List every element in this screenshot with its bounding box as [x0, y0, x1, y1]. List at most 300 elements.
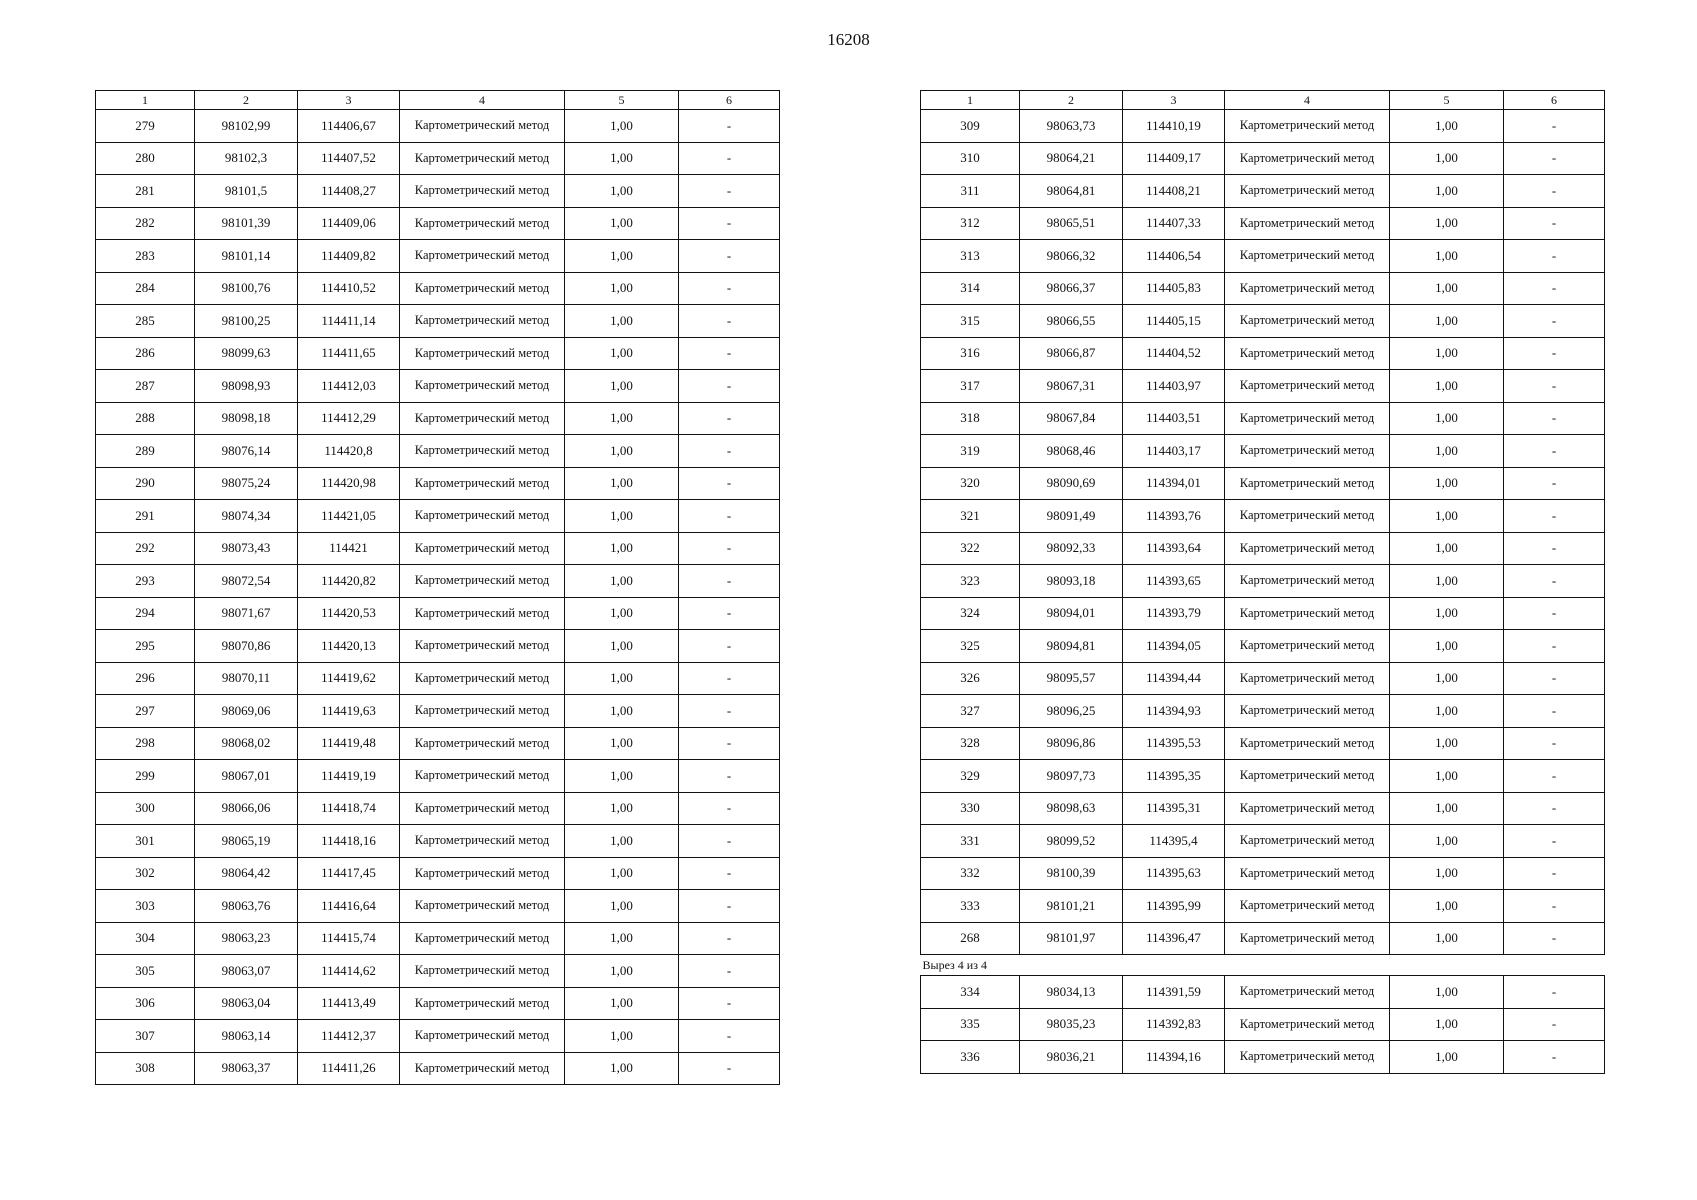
column-header: 5	[565, 91, 679, 110]
accuracy-cell: 1,00	[1390, 565, 1504, 598]
description-cell: -	[679, 1020, 780, 1053]
accuracy-cell: 1,00	[565, 695, 679, 728]
point-number-cell: 332	[921, 857, 1020, 890]
accuracy-cell: 1,00	[565, 142, 679, 175]
description-cell: -	[1504, 890, 1605, 923]
y-coordinate-cell: 114394,44	[1123, 662, 1225, 695]
point-number-cell: 320	[921, 467, 1020, 500]
table-row	[921, 500, 1605, 533]
description-cell: -	[679, 532, 780, 565]
accuracy-cell: 1,00	[1390, 825, 1504, 858]
left-table-header	[96, 91, 780, 110]
point-number-cell: 323	[921, 565, 1020, 598]
accuracy-cell: 1,00	[1390, 630, 1504, 663]
y-coordinate-cell: 114407,33	[1123, 207, 1225, 240]
table-row	[921, 1041, 1605, 1074]
y-coordinate-cell: 114393,64	[1123, 532, 1225, 565]
table-row	[96, 305, 780, 338]
x-coordinate-cell: 98070,11	[195, 662, 298, 695]
x-coordinate-cell: 98063,14	[195, 1020, 298, 1053]
point-number-cell: 293	[96, 565, 195, 598]
accuracy-cell: 1,00	[565, 565, 679, 598]
table-row	[921, 727, 1605, 760]
x-coordinate-cell: 98076,14	[195, 435, 298, 468]
table-row	[921, 337, 1605, 370]
description-cell: -	[679, 500, 780, 533]
table-row	[921, 370, 1605, 403]
table-row	[96, 760, 780, 793]
point-number-cell: 316	[921, 337, 1020, 370]
y-coordinate-cell: 114419,63	[298, 695, 400, 728]
accuracy-cell: 1,00	[1390, 337, 1504, 370]
point-number-cell: 290	[96, 467, 195, 500]
description-cell: -	[679, 987, 780, 1020]
y-coordinate-cell: 114395,99	[1123, 890, 1225, 923]
column-header: 1	[96, 91, 195, 110]
accuracy-cell: 1,00	[565, 727, 679, 760]
x-coordinate-cell: 98066,06	[195, 792, 298, 825]
x-coordinate-cell: 98096,25	[1020, 695, 1123, 728]
accuracy-cell: 1,00	[1390, 597, 1504, 630]
accuracy-cell: 1,00	[1390, 110, 1504, 143]
column-header: 2	[1020, 91, 1123, 110]
accuracy-cell: 1,00	[565, 922, 679, 955]
accuracy-cell: 1,00	[1390, 1041, 1504, 1074]
accuracy-cell: 1,00	[1390, 207, 1504, 240]
y-coordinate-cell: 114411,14	[298, 305, 400, 338]
description-cell: -	[1504, 500, 1605, 533]
point-number-cell: 322	[921, 532, 1020, 565]
accuracy-cell: 1,00	[1390, 305, 1504, 338]
method-cell: Картометрический метод	[1225, 467, 1390, 500]
table-row	[96, 792, 780, 825]
y-coordinate-cell: 114395,4	[1123, 825, 1225, 858]
x-coordinate-cell: 98068,02	[195, 727, 298, 760]
description-cell: -	[1504, 662, 1605, 695]
y-coordinate-cell: 114411,65	[298, 337, 400, 370]
description-cell: -	[679, 305, 780, 338]
table-row	[921, 662, 1605, 695]
table-row	[921, 435, 1605, 468]
point-number-cell: 331	[921, 825, 1020, 858]
y-coordinate-cell: 114412,29	[298, 402, 400, 435]
description-cell: -	[679, 857, 780, 890]
x-coordinate-cell: 98101,14	[195, 240, 298, 273]
y-coordinate-cell: 114417,45	[298, 857, 400, 890]
accuracy-cell: 1,00	[565, 890, 679, 923]
x-coordinate-cell: 98097,73	[1020, 760, 1123, 793]
description-cell: -	[1504, 467, 1605, 500]
y-coordinate-cell: 114395,31	[1123, 792, 1225, 825]
point-number-cell: 310	[921, 142, 1020, 175]
table-row	[921, 695, 1605, 728]
x-coordinate-cell: 98100,25	[195, 305, 298, 338]
description-cell: -	[1504, 110, 1605, 143]
y-coordinate-cell: 114395,53	[1123, 727, 1225, 760]
method-cell: Картометрический метод	[1225, 857, 1390, 890]
y-coordinate-cell: 114406,54	[1123, 240, 1225, 273]
method-cell: Картометрический метод	[400, 142, 565, 175]
point-number-cell: 325	[921, 630, 1020, 663]
x-coordinate-cell: 98072,54	[195, 565, 298, 598]
method-cell: Картометрический метод	[400, 175, 565, 208]
table-row	[96, 175, 780, 208]
column-header: 6	[679, 91, 780, 110]
point-number-cell: 335	[921, 1008, 1020, 1041]
y-coordinate-cell: 114420,98	[298, 467, 400, 500]
table-row	[96, 402, 780, 435]
table-row	[921, 467, 1605, 500]
x-coordinate-cell: 98063,23	[195, 922, 298, 955]
x-coordinate-cell: 98066,55	[1020, 305, 1123, 338]
point-number-cell: 307	[96, 1020, 195, 1053]
table-row	[96, 532, 780, 565]
table-row	[96, 857, 780, 890]
point-number-cell: 333	[921, 890, 1020, 923]
point-number-cell: 306	[96, 987, 195, 1020]
right-table-body	[921, 110, 1605, 1074]
x-coordinate-cell: 98093,18	[1020, 565, 1123, 598]
table-row	[921, 890, 1605, 923]
x-coordinate-cell: 98064,21	[1020, 142, 1123, 175]
header-row	[96, 91, 780, 110]
accuracy-cell: 1,00	[1390, 792, 1504, 825]
x-coordinate-cell: 98075,24	[195, 467, 298, 500]
accuracy-cell: 1,00	[1390, 662, 1504, 695]
y-coordinate-cell: 114409,82	[298, 240, 400, 273]
point-number-cell: 308	[96, 1052, 195, 1085]
x-coordinate-cell: 98102,99	[195, 110, 298, 143]
description-cell: -	[679, 435, 780, 468]
table-row	[921, 207, 1605, 240]
accuracy-cell: 1,00	[565, 175, 679, 208]
description-cell: -	[679, 272, 780, 305]
description-cell: -	[679, 760, 780, 793]
table-row	[921, 272, 1605, 305]
point-number-cell: 327	[921, 695, 1020, 728]
method-cell: Картометрический метод	[1225, 890, 1390, 923]
description-cell: -	[1504, 435, 1605, 468]
y-coordinate-cell: 114405,83	[1123, 272, 1225, 305]
table-row	[96, 662, 780, 695]
method-cell: Картометрический метод	[400, 240, 565, 273]
point-number-cell: 287	[96, 370, 195, 403]
description-cell: -	[1504, 857, 1605, 890]
x-coordinate-cell: 98063,04	[195, 987, 298, 1020]
method-cell: Картометрический метод	[400, 370, 565, 403]
accuracy-cell: 1,00	[565, 987, 679, 1020]
header-row	[921, 91, 1605, 110]
method-cell: Картометрический метод	[400, 110, 565, 143]
method-cell: Картометрический метод	[400, 305, 565, 338]
point-number-cell: 294	[96, 597, 195, 630]
method-cell: Картометрический метод	[1225, 240, 1390, 273]
table-row	[96, 987, 780, 1020]
accuracy-cell: 1,00	[1390, 922, 1504, 955]
table-row	[921, 825, 1605, 858]
table-row	[96, 825, 780, 858]
table-row	[921, 597, 1605, 630]
description-cell: -	[1504, 175, 1605, 208]
accuracy-cell: 1,00	[565, 1052, 679, 1085]
accuracy-cell: 1,00	[565, 240, 679, 273]
point-number-cell: 329	[921, 760, 1020, 793]
table-row	[921, 142, 1605, 175]
description-cell: -	[679, 792, 780, 825]
x-coordinate-cell: 98064,81	[1020, 175, 1123, 208]
method-cell: Картометрический метод	[1225, 565, 1390, 598]
method-cell: Картометрический метод	[1225, 1041, 1390, 1074]
point-number-cell: 328	[921, 727, 1020, 760]
y-coordinate-cell: 114410,19	[1123, 110, 1225, 143]
table-row	[96, 435, 780, 468]
table-row	[96, 565, 780, 598]
accuracy-cell: 1,00	[565, 792, 679, 825]
y-coordinate-cell: 114421,05	[298, 500, 400, 533]
description-cell: -	[679, 110, 780, 143]
description-cell: -	[1504, 240, 1605, 273]
point-number-cell: 281	[96, 175, 195, 208]
table-row	[921, 760, 1605, 793]
x-coordinate-cell: 98100,39	[1020, 857, 1123, 890]
method-cell: Картометрический метод	[1225, 110, 1390, 143]
y-coordinate-cell: 114418,74	[298, 792, 400, 825]
column-header: 6	[1504, 91, 1605, 110]
column-header: 4	[400, 91, 565, 110]
accuracy-cell: 1,00	[565, 1020, 679, 1053]
point-number-cell: 304	[96, 922, 195, 955]
table-row	[96, 955, 780, 988]
description-cell: -	[679, 175, 780, 208]
x-coordinate-cell: 98034,13	[1020, 976, 1123, 1009]
x-coordinate-cell: 98070,86	[195, 630, 298, 663]
table-row	[921, 630, 1605, 663]
y-coordinate-cell: 114391,59	[1123, 976, 1225, 1009]
accuracy-cell: 1,00	[1390, 695, 1504, 728]
description-cell: -	[1504, 565, 1605, 598]
y-coordinate-cell: 114416,64	[298, 890, 400, 923]
x-coordinate-cell: 98094,01	[1020, 597, 1123, 630]
point-number-cell: 292	[96, 532, 195, 565]
method-cell: Картометрический метод	[1225, 402, 1390, 435]
method-cell: Картометрический метод	[1225, 695, 1390, 728]
accuracy-cell: 1,00	[1390, 402, 1504, 435]
accuracy-cell: 1,00	[1390, 142, 1504, 175]
point-number-cell: 282	[96, 207, 195, 240]
y-coordinate-cell: 114414,62	[298, 955, 400, 988]
y-coordinate-cell: 114419,48	[298, 727, 400, 760]
method-cell: Картометрический метод	[1225, 175, 1390, 208]
method-cell: Картометрический метод	[1225, 272, 1390, 305]
y-coordinate-cell: 114408,27	[298, 175, 400, 208]
column-header: 3	[298, 91, 400, 110]
table-row	[96, 695, 780, 728]
y-coordinate-cell: 114394,01	[1123, 467, 1225, 500]
x-coordinate-cell: 98073,43	[195, 532, 298, 565]
description-cell: -	[1504, 207, 1605, 240]
accuracy-cell: 1,00	[565, 305, 679, 338]
method-cell: Картометрический метод	[400, 922, 565, 955]
method-cell: Картометрический метод	[1225, 922, 1390, 955]
accuracy-cell: 1,00	[565, 630, 679, 663]
y-coordinate-cell: 114405,15	[1123, 305, 1225, 338]
y-coordinate-cell: 114419,19	[298, 760, 400, 793]
method-cell: Картометрический метод	[1225, 792, 1390, 825]
y-coordinate-cell: 114394,05	[1123, 630, 1225, 663]
y-coordinate-cell: 114421	[298, 532, 400, 565]
section-row	[921, 955, 1605, 976]
method-cell: Картометрический метод	[400, 1020, 565, 1053]
point-number-cell: 314	[921, 272, 1020, 305]
description-cell: -	[679, 955, 780, 988]
x-coordinate-cell: 98095,57	[1020, 662, 1123, 695]
left-coordinates-table	[95, 90, 780, 1085]
method-cell: Картометрический метод	[1225, 630, 1390, 663]
method-cell: Картометрический метод	[400, 987, 565, 1020]
accuracy-cell: 1,00	[565, 370, 679, 403]
accuracy-cell: 1,00	[1390, 467, 1504, 500]
accuracy-cell: 1,00	[565, 207, 679, 240]
x-coordinate-cell: 98063,07	[195, 955, 298, 988]
description-cell: -	[679, 240, 780, 273]
y-coordinate-cell: 114418,16	[298, 825, 400, 858]
accuracy-cell: 1,00	[1390, 532, 1504, 565]
method-cell: Картометрический метод	[1225, 760, 1390, 793]
x-coordinate-cell: 98101,5	[195, 175, 298, 208]
y-coordinate-cell: 114412,37	[298, 1020, 400, 1053]
point-number-cell: 298	[96, 727, 195, 760]
point-number-cell: 284	[96, 272, 195, 305]
column-header: 1	[921, 91, 1020, 110]
y-coordinate-cell: 114395,35	[1123, 760, 1225, 793]
point-number-cell: 302	[96, 857, 195, 890]
table-row	[96, 240, 780, 273]
accuracy-cell: 1,00	[565, 435, 679, 468]
left-table-body	[96, 110, 780, 1085]
y-coordinate-cell: 114404,52	[1123, 337, 1225, 370]
table-row	[96, 337, 780, 370]
y-coordinate-cell: 114403,17	[1123, 435, 1225, 468]
y-coordinate-cell: 114409,17	[1123, 142, 1225, 175]
y-coordinate-cell: 114394,93	[1123, 695, 1225, 728]
table-row	[96, 1052, 780, 1085]
right-coordinates-table	[920, 90, 1605, 1074]
description-cell: -	[1504, 695, 1605, 728]
accuracy-cell: 1,00	[565, 532, 679, 565]
description-cell: -	[1504, 976, 1605, 1009]
x-coordinate-cell: 98036,21	[1020, 1041, 1123, 1074]
point-number-cell: 312	[921, 207, 1020, 240]
description-cell: -	[679, 922, 780, 955]
method-cell: Картометрический метод	[400, 760, 565, 793]
point-number-cell: 283	[96, 240, 195, 273]
method-cell: Картометрический метод	[400, 207, 565, 240]
table-row	[96, 467, 780, 500]
table-row	[921, 976, 1605, 1009]
table-row	[921, 1008, 1605, 1041]
method-cell: Картометрический метод	[1225, 532, 1390, 565]
method-cell: Картометрический метод	[400, 402, 565, 435]
section-label: Вырез 4 из 4	[921, 955, 1605, 976]
accuracy-cell: 1,00	[565, 955, 679, 988]
x-coordinate-cell: 98067,31	[1020, 370, 1123, 403]
x-coordinate-cell: 98066,87	[1020, 337, 1123, 370]
description-cell: -	[679, 727, 780, 760]
point-number-cell: 303	[96, 890, 195, 923]
y-coordinate-cell: 114420,53	[298, 597, 400, 630]
method-cell: Картометрический метод	[1225, 305, 1390, 338]
table-row	[921, 175, 1605, 208]
page-number: 16208	[827, 30, 870, 49]
method-cell: Картометрический метод	[1225, 500, 1390, 533]
point-number-cell: 300	[96, 792, 195, 825]
x-coordinate-cell: 98101,39	[195, 207, 298, 240]
x-coordinate-cell: 98074,34	[195, 500, 298, 533]
description-cell: -	[679, 402, 780, 435]
table-row	[96, 597, 780, 630]
x-coordinate-cell: 98067,01	[195, 760, 298, 793]
method-cell: Картометрический метод	[400, 857, 565, 890]
point-number-cell: 291	[96, 500, 195, 533]
y-coordinate-cell: 114393,79	[1123, 597, 1225, 630]
method-cell: Картометрический метод	[400, 890, 565, 923]
accuracy-cell: 1,00	[1390, 727, 1504, 760]
column-header: 3	[1123, 91, 1225, 110]
point-number-cell: 297	[96, 695, 195, 728]
description-cell: -	[1504, 272, 1605, 305]
x-coordinate-cell: 98068,46	[1020, 435, 1123, 468]
description-cell: -	[1504, 142, 1605, 175]
description-cell: -	[1504, 1008, 1605, 1041]
method-cell: Картометрический метод	[400, 565, 565, 598]
x-coordinate-cell: 98065,51	[1020, 207, 1123, 240]
description-cell: -	[679, 630, 780, 663]
x-coordinate-cell: 98067,84	[1020, 402, 1123, 435]
x-coordinate-cell: 98063,76	[195, 890, 298, 923]
table-row	[96, 110, 780, 143]
method-cell: Картометрический метод	[400, 955, 565, 988]
y-coordinate-cell: 114396,47	[1123, 922, 1225, 955]
table-row	[921, 402, 1605, 435]
method-cell: Картометрический метод	[1225, 597, 1390, 630]
method-cell: Картометрический метод	[400, 1052, 565, 1085]
table-row	[96, 142, 780, 175]
description-cell: -	[1504, 402, 1605, 435]
description-cell: -	[679, 142, 780, 175]
description-cell: -	[1504, 532, 1605, 565]
description-cell: -	[679, 825, 780, 858]
accuracy-cell: 1,00	[565, 467, 679, 500]
y-coordinate-cell: 114419,62	[298, 662, 400, 695]
y-coordinate-cell: 114411,26	[298, 1052, 400, 1085]
point-number-cell: 288	[96, 402, 195, 435]
y-coordinate-cell: 114403,97	[1123, 370, 1225, 403]
method-cell: Картометрический метод	[400, 695, 565, 728]
x-coordinate-cell: 98101,21	[1020, 890, 1123, 923]
description-cell: -	[679, 662, 780, 695]
point-number-cell: 315	[921, 305, 1020, 338]
description-cell: -	[1504, 1041, 1605, 1074]
method-cell: Картометрический метод	[400, 662, 565, 695]
y-coordinate-cell: 114392,83	[1123, 1008, 1225, 1041]
table-row	[921, 532, 1605, 565]
x-coordinate-cell: 98035,23	[1020, 1008, 1123, 1041]
x-coordinate-cell: 98066,32	[1020, 240, 1123, 273]
x-coordinate-cell: 98091,49	[1020, 500, 1123, 533]
y-coordinate-cell: 114393,76	[1123, 500, 1225, 533]
x-coordinate-cell: 98098,93	[195, 370, 298, 403]
point-number-cell: 280	[96, 142, 195, 175]
